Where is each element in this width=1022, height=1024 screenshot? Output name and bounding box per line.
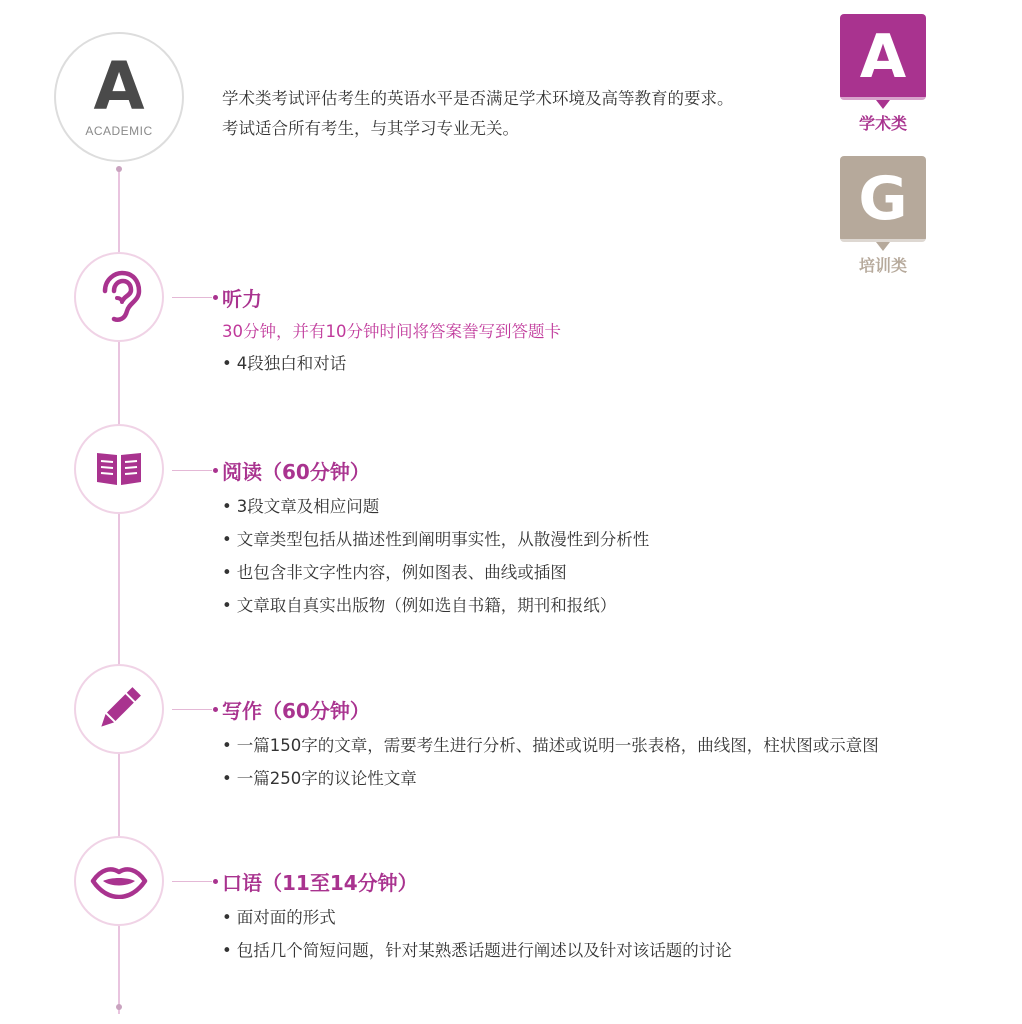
reading-section xyxy=(222,458,649,622)
general-training-type-card[interactable] xyxy=(840,156,926,276)
ear-icon xyxy=(95,269,143,325)
timeline-end-dot xyxy=(116,1004,122,1010)
reading-title: 阅读（60分钟） xyxy=(222,460,370,484)
list-item: • 包括几个简短问题，针对某熟悉话题进行阐述以及针对该话题的讨论 xyxy=(222,941,732,960)
speaking-connector xyxy=(172,881,212,882)
lips-icon xyxy=(89,863,149,899)
list-item: • 3段文章及相应问题 xyxy=(222,497,380,516)
listening-icon-circle xyxy=(74,252,164,342)
list-item: • 一篇250字的议论性文章 xyxy=(222,769,417,788)
pencil-icon xyxy=(96,686,142,732)
list-item: • 也包含非文字性内容，例如图表、曲线或插图 xyxy=(222,563,567,582)
card-pointer-icon xyxy=(876,100,890,109)
intro-line: 考试适合所有考生，与其学习专业无关。 xyxy=(222,119,519,138)
writing-section xyxy=(222,697,879,795)
speaking-icon-circle xyxy=(74,836,164,926)
general-card-letter: G xyxy=(840,156,926,242)
writing-connector xyxy=(172,709,212,710)
list-item: • 面对面的形式 xyxy=(222,908,336,927)
academic-card-label: 学术类 xyxy=(858,114,907,133)
list-item: • 文章取自真实出版物（例如选自书籍，期刊和报纸） xyxy=(222,596,617,615)
timeline-dot xyxy=(116,166,122,172)
academic-badge xyxy=(54,32,184,162)
badge-word: ACADEMIC xyxy=(85,124,153,138)
badge-letter: A xyxy=(93,48,145,125)
listening-section xyxy=(222,285,561,380)
academic-card-letter: A xyxy=(840,14,926,100)
speaking-title: 口语（11至14分钟） xyxy=(222,871,418,895)
listening-subtitle: 30分钟，并有10分钟时间将答案誊写到答题卡 xyxy=(222,322,561,341)
general-card-label: 培训类 xyxy=(858,256,907,275)
list-item: • 一篇150字的文章，需要考生进行分析、描述或说明一张表格，曲线图，柱状图或示意图 xyxy=(222,736,879,755)
book-icon xyxy=(94,449,144,489)
writing-title: 写作（60分钟） xyxy=(222,699,370,723)
listening-title: 听力 xyxy=(222,287,262,311)
list-item: • 4段独白和对话 xyxy=(222,354,347,373)
reading-connector xyxy=(172,470,212,471)
intro-text xyxy=(222,84,734,144)
list-item: • 文章类型包括从描述性到阐明事实性，从散漫性到分析性 xyxy=(222,530,650,549)
listening-connector xyxy=(172,297,212,298)
writing-icon-circle xyxy=(74,664,164,754)
academic-type-card[interactable] xyxy=(840,14,926,134)
intro-line: 学术类考试评估考生的英语水平是否满足学术环境及高等教育的要求。 xyxy=(222,89,734,108)
reading-icon-circle xyxy=(74,424,164,514)
speaking-section xyxy=(222,869,732,967)
card-pointer-icon xyxy=(876,242,890,251)
